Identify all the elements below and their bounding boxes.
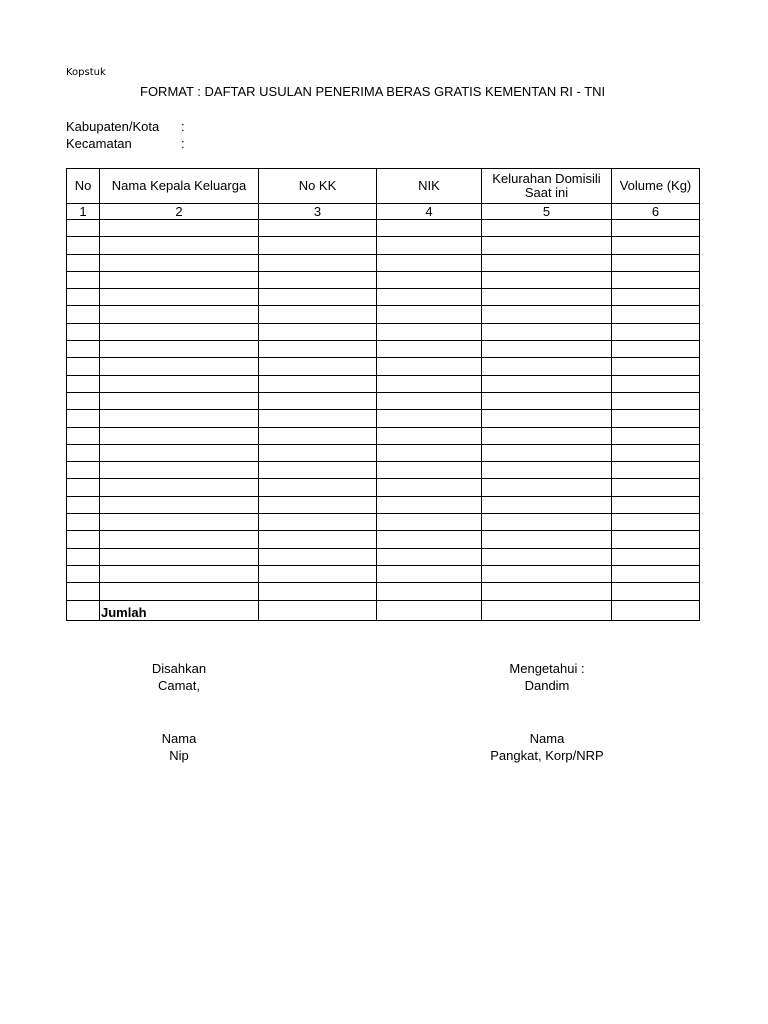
total-cell[interactable] bbox=[259, 600, 377, 620]
table-cell[interactable] bbox=[67, 392, 100, 409]
table-cell[interactable] bbox=[67, 375, 100, 392]
table-cell[interactable] bbox=[612, 444, 700, 461]
column-number-4: 4 bbox=[377, 204, 482, 220]
table-cell[interactable] bbox=[482, 427, 612, 444]
right-signature-id: Pangkat, Korp/NRP bbox=[490, 748, 604, 763]
table-row bbox=[67, 565, 700, 582]
table-cell[interactable] bbox=[100, 306, 259, 323]
table-cell[interactable] bbox=[612, 341, 700, 358]
table-cell[interactable] bbox=[259, 514, 377, 531]
table-cell[interactable] bbox=[100, 479, 259, 496]
table-cell[interactable] bbox=[377, 341, 482, 358]
total-cell[interactable] bbox=[482, 600, 612, 620]
table-cell[interactable] bbox=[259, 427, 377, 444]
table-cell[interactable] bbox=[377, 323, 482, 340]
table-cell[interactable] bbox=[612, 375, 700, 392]
table-row bbox=[67, 358, 700, 375]
table-cell[interactable] bbox=[612, 514, 700, 531]
total-cell[interactable] bbox=[612, 600, 700, 620]
table-cell[interactable] bbox=[377, 410, 482, 427]
table-cell[interactable] bbox=[377, 496, 482, 513]
column-number-3: 3 bbox=[259, 204, 377, 220]
column-number-2: 2 bbox=[100, 204, 259, 220]
table-cell[interactable] bbox=[612, 496, 700, 513]
recipient-table bbox=[66, 168, 700, 621]
right-signature-name: Nama bbox=[529, 731, 565, 746]
table-cell[interactable] bbox=[67, 583, 100, 600]
table-cell[interactable] bbox=[67, 289, 100, 306]
table-cell[interactable] bbox=[612, 237, 700, 254]
header-no-kk: No KK bbox=[259, 169, 377, 204]
right-signature-footer bbox=[467, 730, 627, 764]
table-body bbox=[67, 220, 700, 621]
table-row bbox=[67, 289, 700, 306]
header-nik: NIK bbox=[377, 169, 482, 204]
table-cell[interactable] bbox=[482, 358, 612, 375]
table-cell[interactable] bbox=[259, 358, 377, 375]
table-cell[interactable] bbox=[100, 548, 259, 565]
table-cell[interactable] bbox=[482, 514, 612, 531]
column-number-6: 6 bbox=[612, 204, 700, 220]
table-cell[interactable] bbox=[612, 479, 700, 496]
table-row bbox=[67, 479, 700, 496]
table-cell[interactable] bbox=[259, 548, 377, 565]
table-cell[interactable] bbox=[612, 254, 700, 271]
table-cell[interactable] bbox=[482, 375, 612, 392]
table-cell[interactable] bbox=[100, 410, 259, 427]
table-cell[interactable] bbox=[100, 462, 259, 479]
table-cell[interactable] bbox=[482, 306, 612, 323]
table-row bbox=[67, 462, 700, 479]
column-number-row bbox=[67, 204, 700, 220]
kecamatan-label: Kecamatan bbox=[66, 136, 132, 151]
table-cell[interactable] bbox=[612, 410, 700, 427]
table-cell[interactable] bbox=[377, 531, 482, 548]
table-cell[interactable] bbox=[100, 583, 259, 600]
table-cell[interactable] bbox=[259, 341, 377, 358]
table-cell[interactable] bbox=[100, 341, 259, 358]
left-signature-line2: Camat, bbox=[158, 678, 200, 693]
table-row bbox=[67, 306, 700, 323]
table-cell[interactable] bbox=[482, 410, 612, 427]
table-row bbox=[67, 375, 700, 392]
table-cell[interactable] bbox=[67, 427, 100, 444]
table-cell[interactable] bbox=[259, 323, 377, 340]
table-cell[interactable] bbox=[100, 375, 259, 392]
table-cell[interactable] bbox=[377, 565, 482, 582]
table-cell[interactable] bbox=[377, 479, 482, 496]
table-cell[interactable] bbox=[377, 462, 482, 479]
table-row bbox=[67, 444, 700, 461]
table-cell[interactable] bbox=[100, 237, 259, 254]
table-cell[interactable] bbox=[259, 289, 377, 306]
table-cell[interactable] bbox=[612, 358, 700, 375]
total-row bbox=[67, 600, 700, 620]
table-cell[interactable] bbox=[612, 565, 700, 582]
table-cell[interactable] bbox=[482, 531, 612, 548]
kopstuk-label: Kopstuk bbox=[66, 67, 106, 78]
table-cell[interactable] bbox=[482, 479, 612, 496]
table-cell[interactable] bbox=[100, 514, 259, 531]
right-signature-heading bbox=[467, 660, 627, 694]
table-cell[interactable] bbox=[612, 427, 700, 444]
table-cell[interactable] bbox=[612, 323, 700, 340]
table-cell[interactable] bbox=[259, 410, 377, 427]
table-cell[interactable] bbox=[482, 271, 612, 288]
table-cell[interactable] bbox=[100, 271, 259, 288]
page-title: FORMAT : DAFTAR USULAN PENERIMA BERAS GRATIS KEMENTAN RI - TNI bbox=[140, 84, 606, 99]
table-row bbox=[67, 271, 700, 288]
total-label: Jumlah bbox=[100, 600, 259, 620]
kabupaten-label: Kabupaten/Kota bbox=[66, 119, 160, 134]
table-cell[interactable] bbox=[377, 427, 482, 444]
table-cell[interactable] bbox=[259, 220, 377, 237]
table-cell[interactable] bbox=[67, 548, 100, 565]
table-cell[interactable] bbox=[67, 514, 100, 531]
table-row bbox=[67, 514, 700, 531]
header-nama-kepala-keluarga: Nama Kepala Keluarga bbox=[100, 169, 259, 204]
table-cell[interactable] bbox=[612, 548, 700, 565]
left-signature-line1: Disahkan bbox=[151, 661, 207, 676]
table-cell[interactable] bbox=[377, 358, 482, 375]
table-cell[interactable] bbox=[377, 220, 482, 237]
table-row bbox=[67, 583, 700, 600]
table-row bbox=[67, 548, 700, 565]
table-cell[interactable] bbox=[482, 323, 612, 340]
table-cell[interactable] bbox=[482, 496, 612, 513]
table-cell[interactable] bbox=[67, 462, 100, 479]
table-cell[interactable] bbox=[100, 427, 259, 444]
table-cell[interactable] bbox=[259, 271, 377, 288]
table-cell[interactable] bbox=[377, 289, 482, 306]
table-cell[interactable] bbox=[259, 237, 377, 254]
column-number-5: 5 bbox=[482, 204, 612, 220]
kabupaten-value: : bbox=[181, 119, 185, 134]
table-cell[interactable] bbox=[67, 410, 100, 427]
total-cell[interactable] bbox=[67, 600, 100, 620]
table-cell[interactable] bbox=[100, 392, 259, 409]
table-row bbox=[67, 220, 700, 237]
table-cell[interactable] bbox=[612, 462, 700, 479]
table-cell[interactable] bbox=[612, 289, 700, 306]
table-cell[interactable] bbox=[377, 254, 482, 271]
table-cell[interactable] bbox=[67, 220, 100, 237]
table-row bbox=[67, 410, 700, 427]
header-kelurahan-domisili bbox=[482, 169, 612, 204]
table-cell[interactable] bbox=[100, 289, 259, 306]
table-cell[interactable] bbox=[67, 444, 100, 461]
table-cell[interactable] bbox=[67, 323, 100, 340]
table-cell[interactable] bbox=[259, 583, 377, 600]
left-signature-footer bbox=[119, 730, 239, 764]
table-cell[interactable] bbox=[482, 220, 612, 237]
header-volume: Volume (Kg) bbox=[612, 169, 700, 204]
table-cell[interactable] bbox=[259, 531, 377, 548]
right-signature-line1: Mengetahui : bbox=[509, 661, 585, 676]
left-signature-name: Nama bbox=[161, 731, 197, 746]
table-cell[interactable] bbox=[259, 254, 377, 271]
left-signature-id: Nip bbox=[169, 748, 189, 763]
table-cell[interactable] bbox=[67, 565, 100, 582]
table-header-row bbox=[67, 169, 700, 204]
table-cell[interactable] bbox=[100, 254, 259, 271]
table-cell[interactable] bbox=[67, 531, 100, 548]
table-cell[interactable] bbox=[482, 462, 612, 479]
table-cell[interactable] bbox=[612, 392, 700, 409]
table-row bbox=[67, 323, 700, 340]
table-cell[interactable] bbox=[482, 289, 612, 306]
table-cell[interactable] bbox=[377, 583, 482, 600]
table-cell[interactable] bbox=[100, 565, 259, 582]
kecamatan-row bbox=[66, 136, 185, 151]
table-cell[interactable] bbox=[482, 444, 612, 461]
table-cell[interactable] bbox=[259, 479, 377, 496]
table-cell[interactable] bbox=[377, 444, 482, 461]
table-cell[interactable] bbox=[259, 462, 377, 479]
table-row bbox=[67, 531, 700, 548]
table-cell[interactable] bbox=[612, 583, 700, 600]
table-cell[interactable] bbox=[100, 220, 259, 237]
table-cell[interactable] bbox=[100, 323, 259, 340]
table-cell[interactable] bbox=[377, 306, 482, 323]
table-cell[interactable] bbox=[100, 496, 259, 513]
table-cell[interactable] bbox=[377, 392, 482, 409]
table-cell[interactable] bbox=[100, 444, 259, 461]
table-cell[interactable] bbox=[259, 565, 377, 582]
table-row bbox=[67, 496, 700, 513]
table-cell[interactable] bbox=[259, 392, 377, 409]
table-cell[interactable] bbox=[482, 254, 612, 271]
table-cell[interactable] bbox=[67, 237, 100, 254]
table-cell[interactable] bbox=[67, 254, 100, 271]
table-cell[interactable] bbox=[259, 306, 377, 323]
table-cell[interactable] bbox=[67, 341, 100, 358]
table-cell[interactable] bbox=[482, 237, 612, 254]
header-no: No bbox=[67, 169, 100, 204]
table-cell[interactable] bbox=[482, 392, 612, 409]
table-cell[interactable] bbox=[612, 220, 700, 237]
table-cell[interactable] bbox=[67, 271, 100, 288]
table-cell[interactable] bbox=[612, 271, 700, 288]
table-cell[interactable] bbox=[259, 444, 377, 461]
table-row bbox=[67, 254, 700, 271]
kecamatan-value: : bbox=[181, 136, 185, 151]
table-cell[interactable] bbox=[377, 548, 482, 565]
table-row bbox=[67, 237, 700, 254]
table-row bbox=[67, 392, 700, 409]
total-cell[interactable] bbox=[377, 600, 482, 620]
right-signature-line2: Dandim bbox=[524, 678, 570, 693]
table-cell[interactable] bbox=[377, 514, 482, 531]
table-cell[interactable] bbox=[259, 375, 377, 392]
table-cell[interactable] bbox=[612, 306, 700, 323]
table-cell[interactable] bbox=[482, 341, 612, 358]
table-cell[interactable] bbox=[377, 237, 482, 254]
table-cell[interactable] bbox=[482, 565, 612, 582]
table-row bbox=[67, 341, 700, 358]
column-number-1: 1 bbox=[67, 204, 100, 220]
table-row bbox=[67, 427, 700, 444]
table-cell[interactable] bbox=[377, 375, 482, 392]
table-cell[interactable] bbox=[100, 531, 259, 548]
table-cell[interactable] bbox=[67, 358, 100, 375]
table-cell[interactable] bbox=[612, 531, 700, 548]
table-cell[interactable] bbox=[67, 306, 100, 323]
table-cell[interactable] bbox=[67, 496, 100, 513]
left-signature-heading bbox=[119, 660, 239, 694]
table-cell[interactable] bbox=[482, 583, 612, 600]
table-cell[interactable] bbox=[377, 271, 482, 288]
table-cell[interactable] bbox=[67, 479, 100, 496]
table-cell[interactable] bbox=[100, 358, 259, 375]
table-cell[interactable] bbox=[482, 548, 612, 565]
kabupaten-row bbox=[66, 119, 185, 134]
header-kelurahan-domisili-text: Kelurahan Domisili Saat ini bbox=[492, 171, 601, 200]
table-cell[interactable] bbox=[259, 496, 377, 513]
